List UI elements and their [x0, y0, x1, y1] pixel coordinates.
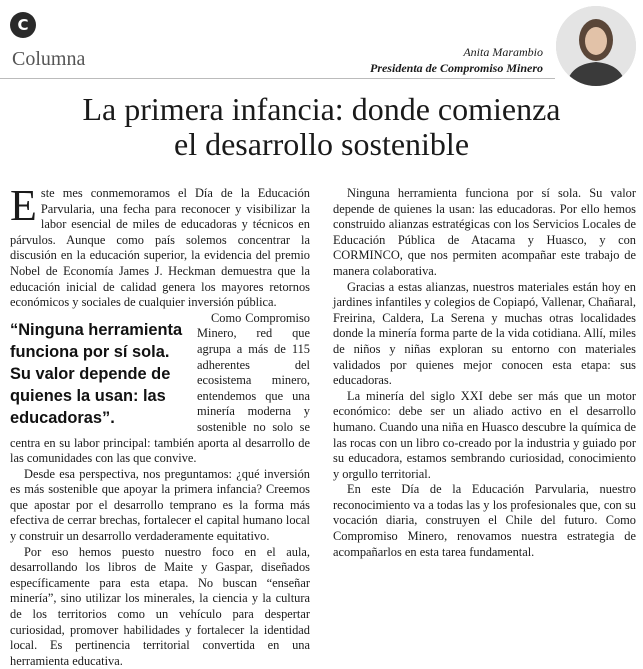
paragraph-8: En este Día de la Educación Parvularia, nuestro reconocimiento va a todas las y los profesionales que, con su vocación diaria, construyen el Chile del futuro. Como Compromiso Minero, renovamos nuestra estrategia de acompañarlos en esta tarea fundamental. [333, 482, 636, 559]
article-column-right [333, 186, 636, 560]
section-label: Columna [12, 48, 86, 70]
author-role: Presidenta de Compromiso Minero [369, 61, 543, 75]
headline-line-1: La primera infancia: donde comienza [82, 91, 561, 127]
paragraph-4: Por eso hemos puesto nuestro foco en el aula, desarrollando los libros de Maite y Gaspar, diseñados específicamente para esta etapa. No buscan “enseñar minería”, sino utilizar los minerales, la ciencia y la cultura de los territorios como un vehículo para despertar curiosidad, promover habilidades y fortalecer la identidad local. Es pertinencia territorial convertida en una herramienta educativa. [10, 544, 310, 668]
drop-cap: E [10, 181, 37, 230]
section-badge: C [10, 12, 36, 38]
article-header [0, 0, 643, 88]
paragraph-2: Como Compromiso Minero, red que agrupa a más de 115 adherentes del ecosistema minero, entendemos que una minería moderna y sostenible no solo se centra en su labor principal: también aporta al desarrollo de las comunidades con las que convive. [10, 310, 310, 466]
author-photo [556, 6, 636, 86]
pull-quote: “Ninguna herramienta funciona por sí sola. Su valor depende de quienes la usan: las educadoras”. [10, 320, 183, 427]
paragraph-6: Gracias a estas alianzas, nuestros materiales están hoy en jardines infantiles y colegios de Copiapó, Vallenar, Chañaral, Freirina, Caldera, La Serena y muchas otras localidades donde la minería forma parte de la vida cotidiana. Allí, miles de niños y niñas exploran su entorno con materiales validados por quienes mejor conocen esta etapa: sus educadoras. [333, 279, 636, 388]
paragraph-5: Ninguna herramienta funciona por sí sola. Su valor depende de quienes la usan: las educadoras. Por ello hemos construido alianzas estratégicas con los Servicios Locales de Educación Pública de Atacama y Huasco, y con CORMINCO, que nos permiten acompañar este trabajo de manera colaborativa. [333, 186, 636, 278]
paragraph-1: Este mes conmemoramos el Día de la Educación Parvularia, una fecha para reconocer y visibilizar la labor esencial de miles de educadoras y técnicos en párvulos. Aunque como país solemos concentrar la discusión en la educación superior, la evidencia del premio Nobel de Economía James J. Heckman demuestra que la educación inicial de calidad genera los mayores retornos económicos y sociales de cualquier inversión pública. [10, 181, 310, 310]
article-column-left [10, 181, 310, 669]
header-divider [0, 78, 555, 79]
paragraph-3: Desde esa perspectiva, nos preguntamos: ¿qué inversión es más sostenible que apoyar la primera infancia? Creemos que apostar por el desarrollo temprano es la forma más efectiva de cerrar brechas, fortalecer el capital humano local y construir un desarrollo verdaderamente equitativo. [10, 466, 310, 544]
paragraph-7: La minería del siglo XXI debe ser más que un motor económico: debe ser un aliado activo en el desarrollo humano. Cuando una niña en Huasco descubre la química de las rocas con un libro co-creado por la industria y guiado por su educadora, estamos sembrando curiosidad, conocimiento y orgullo territorial. [333, 388, 636, 481]
author-byline [370, 44, 543, 76]
headline-line-2: el desarrollo sostenible [173, 126, 470, 162]
author-name: Anita Marambio [463, 45, 543, 59]
author-portrait-icon [556, 6, 636, 86]
headline [0, 92, 643, 162]
